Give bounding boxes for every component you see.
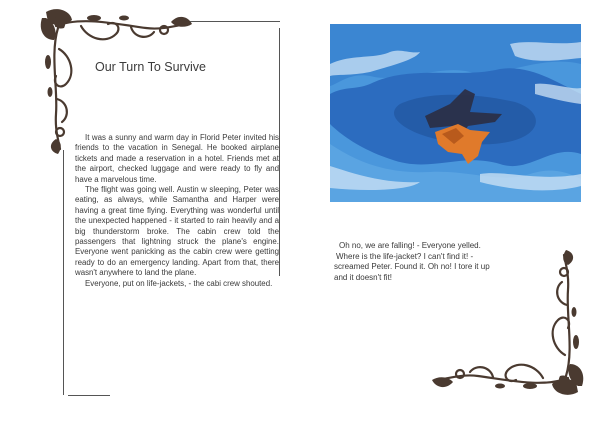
story-paragraph: It was a sunny and warm day in Florid Peter invited his friends to the vacation in Senegal. He booked airplane tickets and made a reservation in a hotel. Friends met at the airport, checked luggage and were ready to fly and have a marvelous time. (75, 133, 279, 184)
story-line: and it doesn't fit! (334, 272, 393, 282)
story-text (75, 133, 279, 289)
story-line: Where is the life-jacket? I can't find it! - (336, 251, 474, 261)
ocean-illustration (330, 24, 581, 202)
story-line: screamed Peter. Found it. Oh no! I tore it up (334, 262, 490, 272)
story-line: Oh no, we are falling! - Everyone yelled. (339, 241, 481, 250)
left-rule (63, 150, 64, 395)
bottom-right-corner-ornament (428, 250, 588, 400)
story-paragraph: The flight was going well. Austin w sleeping, Peter was eating, as always, while Samantha and Harper were having a great time flying. Everything was wonderful until the unexpected happened - it started to rain heavily and a big thunderstorm broke. The cabin crew told the passengers that lightning struck the plane's engine. Everyone went panicking as the cabin crew were getting ready to do an emergency landing. Apart from that, there wasn't anywhere to land the plane. (75, 185, 279, 278)
story-paragraph: Everyone, put on life-jackets, - the cabi crew shouted. (85, 278, 273, 288)
right-rule (279, 28, 280, 276)
page-title: Our Turn To Survive (95, 60, 206, 74)
top-left-corner-ornament (36, 4, 196, 154)
top-rule (190, 21, 280, 22)
bottom-rule (68, 395, 110, 396)
